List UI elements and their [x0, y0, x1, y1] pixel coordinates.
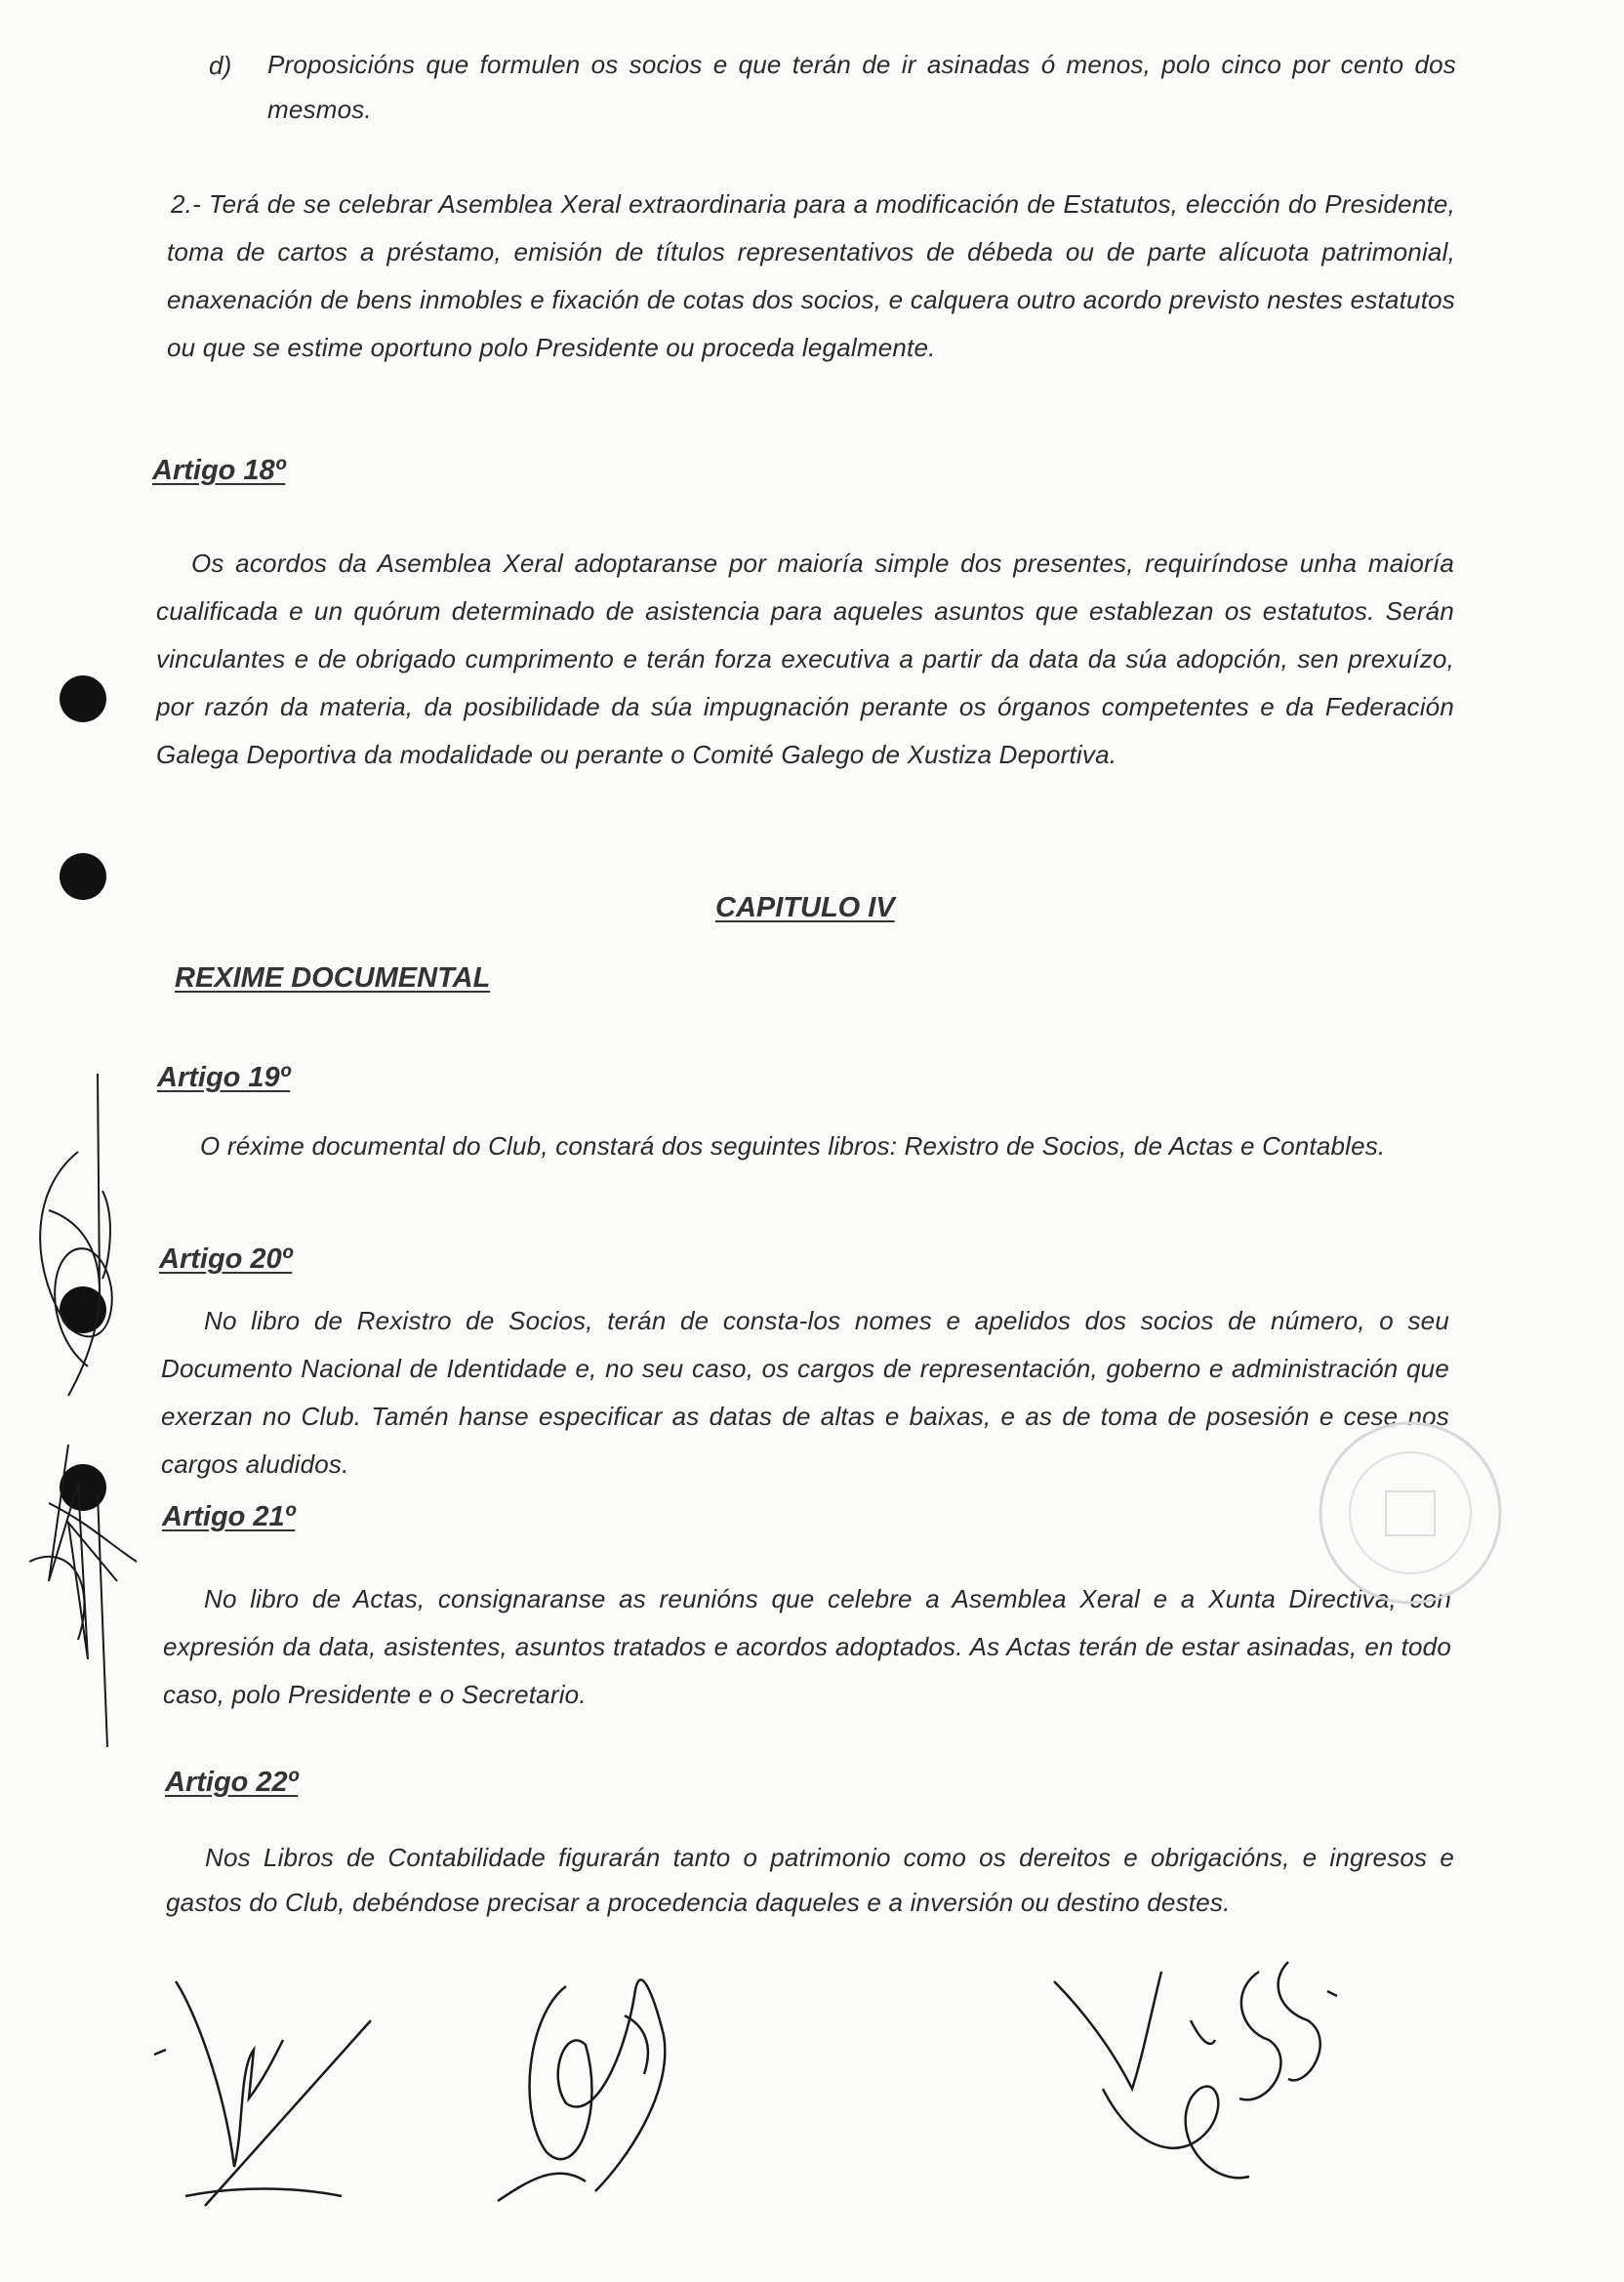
signature-center [488, 1937, 712, 2221]
article-19-paragraph: O réxime documental do Club, constará dos seguintes libros: Rexistro de Socios, de Actas e Contables. [200, 1131, 1386, 1161]
chapter-title: CAPITULO IV [715, 892, 895, 923]
article-22-paragraph: Nos Libros de Contabilidade figurarán tanto o patrimonio como os dereitos e obrigacións, e ingresos e gastos do Club, debéndose precisar a procedencia daqueles e a inversión ou destino destes. [166, 1843, 1454, 1917]
item-d-marker: d) [209, 51, 232, 80]
official-stamp [1313, 1415, 1508, 1610]
item-d-text: Proposicións que formulen os socios e que terán de ir asinadas ó menos, polo cinco por cento dos mesmos. [267, 50, 1456, 124]
article-20-paragraph: No libro de Rexistro de Socios, terán de consta-los nomes e apelidos dos socios de número, o seu Documento Nacional de Identidade e, no seu caso, os cargos de representación, goberno e administración que exerzan no Club. Tamén hanse especificar as datas de altas e baixas, e as de toma de posesión e cese nos cargos aludidos. [161, 1306, 1449, 1479]
article-19-heading: Artigo 19º [157, 1062, 291, 1093]
point-2-paragraph: 2.- Terá de se celebrar Asemblea Xeral extraordinaria para a modificación de Estatutos, elección do Presidente, toma de cartos a préstamo, emisión de títulos representativos de débeda ou de parte alícuota patrimonial, enaxenación de bens inmobles e fixación de cotas dos socios, e calquera outro acordo previsto nestes estatutos ou que se estime oportuno polo Presidente ou proceda legalmente. [167, 189, 1455, 362]
margin-signature [10, 1074, 137, 1757]
article-21-heading: Artigo 21º [162, 1501, 296, 1532]
article-20-heading: Artigo 20º [159, 1243, 293, 1275]
signature-left [146, 1972, 381, 2225]
article-22-heading: Artigo 22º [165, 1767, 299, 1798]
article-18-heading: Artigo 18º [152, 455, 286, 486]
punch-hole [60, 853, 106, 900]
article-21-paragraph: No libro de Actas, consignaranse as reunións que celebre a Asemblea Xeral e a Xunta Directiva, con expresión da data, asistentes, asuntos tratados e acordos adoptados. As Actas terán de estar asinadas, en todo caso, polo Presidente e o Secretario. [163, 1584, 1451, 1709]
punch-hole [60, 675, 106, 722]
chapter-subtitle: REXIME DOCUMENTAL [175, 962, 491, 994]
article-18-paragraph: Os acordos da Asemblea Xeral adoptaranse por maioría simple dos presentes, requiríndose unha maioría cualificada e un quórum determinado de asistencia para aqueles asuntos que establezan os estatutos. Serán vinculantes e de obrigado cumprimento e terán forza executiva a partir da data da súa adopción, sen prexuízo, por razón da materia, da posibilidade da súa impugnación perante os órganos competentes e da Federación Galega Deportiva da modalidade ou perante o Comité Galego de Xustiza Deportiva. [156, 549, 1454, 769]
signature-right [1044, 1952, 1347, 2206]
